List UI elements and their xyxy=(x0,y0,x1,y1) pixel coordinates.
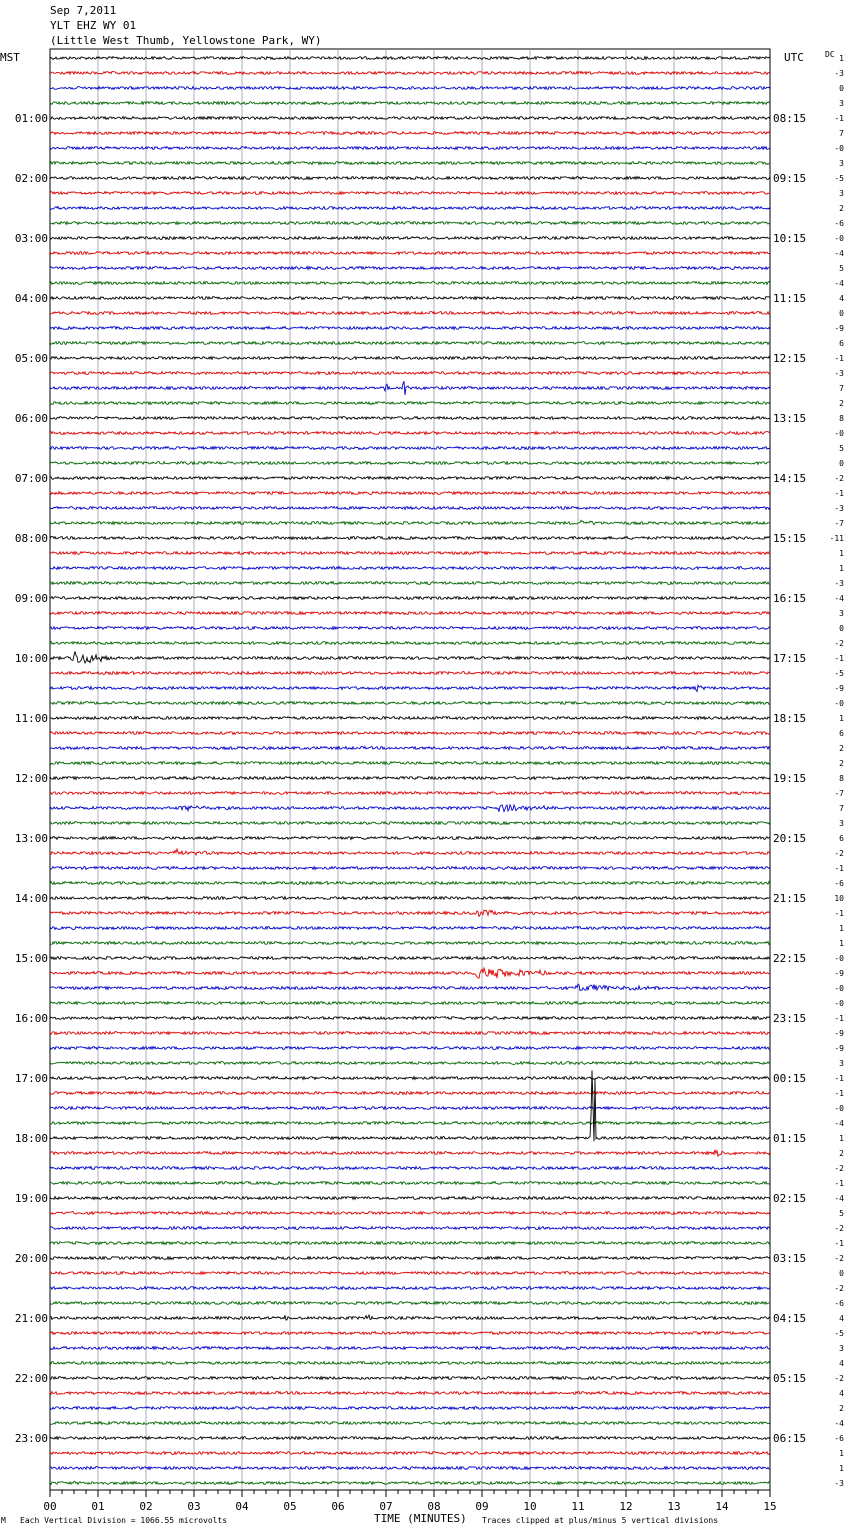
dc-offset-label: -4 xyxy=(834,1194,844,1203)
x-tick-label: 09 xyxy=(475,1500,489,1513)
trace-line xyxy=(50,381,770,395)
dc-offset-label: -9 xyxy=(834,324,844,333)
chart-subtitle: (Little West Thumb, Yellowstone Park, WY) xyxy=(50,34,322,47)
trace-line xyxy=(50,1107,770,1110)
trace-line xyxy=(50,897,770,900)
x-tick-label: 07 xyxy=(379,1500,393,1513)
scale-note: Each Vertical Division = 1066.55 microvolts xyxy=(20,1516,228,1525)
dc-offset-label: -2 xyxy=(834,1224,844,1233)
trace-line xyxy=(50,849,770,855)
trace-line xyxy=(50,747,770,750)
trace-line xyxy=(50,282,770,285)
x-tick-label: 04 xyxy=(235,1500,249,1513)
mst-hour-label: 09:00 xyxy=(14,592,48,605)
dc-offset-label: 3 xyxy=(839,819,844,828)
trace-line xyxy=(50,177,770,180)
x-tick-label: 00 xyxy=(43,1500,57,1513)
dc-offset-label: 3 xyxy=(839,99,844,108)
utc-hour-label: 22:15 xyxy=(773,952,807,965)
utc-hour-label: 02:15 xyxy=(773,1192,807,1205)
dc-offset-label: -9 xyxy=(834,1044,844,1053)
trace-line xyxy=(50,207,770,210)
trace-line xyxy=(50,942,770,945)
trace-line xyxy=(50,447,770,450)
dc-offset-label: -9 xyxy=(834,969,844,978)
trace-line xyxy=(50,1437,770,1440)
trace-line xyxy=(50,1287,770,1290)
trace-line xyxy=(50,462,770,465)
trace-line xyxy=(50,685,770,691)
trace-line xyxy=(50,357,770,360)
trace-line xyxy=(50,597,770,600)
trace-line xyxy=(50,1227,770,1230)
utc-hour-label: 17:15 xyxy=(773,652,807,665)
trace-line xyxy=(50,927,770,930)
trace-line xyxy=(50,1452,770,1455)
mst-hour-label: 06:00 xyxy=(14,412,48,425)
dc-offset-label: -4 xyxy=(834,1119,844,1128)
trace-line xyxy=(50,520,770,524)
trace-line xyxy=(50,87,770,90)
dc-offset-label: 4 xyxy=(839,294,844,303)
dc-offset-label: -1 xyxy=(834,1074,844,1083)
trace-line xyxy=(50,1062,770,1065)
dc-offset-label: 5 xyxy=(839,444,844,453)
dc-offset-label: -6 xyxy=(834,1434,844,1443)
clip-note: Traces clipped at plus/minus 5 vertical divisions xyxy=(482,1516,719,1525)
trace-line xyxy=(50,642,770,645)
trace-line xyxy=(50,1362,770,1365)
x-tick-label: 06 xyxy=(331,1500,345,1513)
dc-offset-label: 1 xyxy=(839,1449,844,1458)
dc-offset-label: 1 xyxy=(839,939,844,948)
dc-label: DC xyxy=(825,50,835,59)
dc-offset-label: -2 xyxy=(834,474,844,483)
trace-line xyxy=(50,1347,770,1350)
dc-offset-label: -4 xyxy=(834,594,844,603)
trace-line xyxy=(50,327,770,330)
dc-offset-label: -2 xyxy=(834,849,844,858)
x-tick-label: 12 xyxy=(619,1500,633,1513)
dc-offset-label: -3 xyxy=(834,69,844,78)
dc-offset-label: 2 xyxy=(839,1149,844,1158)
dc-offset-label: 1 xyxy=(839,564,844,573)
dc-offset-label: -0 xyxy=(834,999,844,1008)
utc-hour-label: 04:15 xyxy=(773,1312,807,1325)
dc-offset-label: -2 xyxy=(834,1164,844,1173)
dc-offset-label: 1 xyxy=(839,924,844,933)
dc-offset-label: -4 xyxy=(834,279,844,288)
x-tick-label: 02 xyxy=(139,1500,153,1513)
x-axis-label: TIME (MINUTES) xyxy=(374,1512,467,1525)
mst-hour-label: 08:00 xyxy=(14,532,48,545)
mst-hour-label: 22:00 xyxy=(14,1372,48,1385)
x-tick-label: 13 xyxy=(667,1500,681,1513)
trace-line xyxy=(50,1407,770,1410)
mst-hour-label: 15:00 xyxy=(14,952,48,965)
mst-hour-label: 16:00 xyxy=(14,1012,48,1025)
mst-hour-label: 13:00 xyxy=(14,832,48,845)
trace-line xyxy=(50,417,770,420)
dc-offset-label: 6 xyxy=(839,729,844,738)
trace-line xyxy=(50,1122,770,1125)
dc-offset-label: -1 xyxy=(834,1239,844,1248)
trace-line xyxy=(50,1315,770,1320)
trace-line xyxy=(50,1197,770,1200)
utc-hour-label: 16:15 xyxy=(773,592,807,605)
dc-offset-label: -2 xyxy=(834,1284,844,1293)
trace-line xyxy=(50,1047,770,1050)
trace-line xyxy=(50,192,770,195)
trace-line xyxy=(50,507,770,510)
dc-offset-label: 3 xyxy=(839,609,844,618)
dc-offset-label: 4 xyxy=(839,1314,844,1323)
left-timezone-label: MST xyxy=(0,51,20,64)
trace-line xyxy=(50,672,770,675)
trace-line xyxy=(50,1422,770,1425)
right-timezone-label: UTC xyxy=(784,51,804,64)
dc-offset-label: -2 xyxy=(834,1374,844,1383)
dc-offset-label: -11 xyxy=(829,534,844,543)
dc-offset-label: 2 xyxy=(839,204,844,213)
trace-line xyxy=(50,297,770,300)
trace-line xyxy=(50,477,770,480)
dc-offset-label: 1 xyxy=(839,54,844,63)
trace-line xyxy=(50,537,770,540)
trace-line xyxy=(50,822,770,825)
dc-offset-label: -3 xyxy=(834,369,844,378)
utc-hour-label: 06:15 xyxy=(773,1432,807,1445)
x-tick-label: 01 xyxy=(91,1500,105,1513)
dc-offset-label: -0 xyxy=(834,234,844,243)
utc-hour-label: 03:15 xyxy=(773,1252,807,1265)
trace-line xyxy=(50,1242,770,1245)
dc-offset-label: -1 xyxy=(834,354,844,363)
trace-line xyxy=(50,651,770,663)
trace-line xyxy=(50,342,770,345)
dc-offset-label: 8 xyxy=(839,414,844,423)
trace-line xyxy=(50,968,770,978)
trace-line xyxy=(50,147,770,150)
mst-hour-label: 02:00 xyxy=(14,172,48,185)
dc-offset-label: 2 xyxy=(839,744,844,753)
dc-offset-label: -5 xyxy=(834,1329,844,1338)
dc-offset-label: -1 xyxy=(834,1179,844,1188)
trace-line xyxy=(50,162,770,165)
dc-offset-label: 10 xyxy=(834,894,844,903)
chart-title: YLT EHZ WY 01 xyxy=(50,19,137,32)
dc-offset-label: 3 xyxy=(839,189,844,198)
dc-offset-label: -4 xyxy=(834,249,844,258)
dc-offset-label: -1 xyxy=(834,489,844,498)
dc-offset-label: 2 xyxy=(839,1404,844,1413)
mst-hour-label: 18:00 xyxy=(14,1132,48,1145)
trace-line xyxy=(50,777,770,780)
utc-hour-label: 18:15 xyxy=(773,712,807,725)
dc-offset-label: -0 xyxy=(834,699,844,708)
trace-line xyxy=(50,837,770,840)
trace-line xyxy=(50,1377,770,1380)
trace-line xyxy=(50,1070,770,1141)
trace-line xyxy=(50,1182,770,1185)
x-tick-label: 08 xyxy=(427,1500,441,1513)
trace-line xyxy=(50,372,770,375)
dc-offset-label: 6 xyxy=(839,339,844,348)
utc-hour-label: 12:15 xyxy=(773,352,807,365)
mst-hour-label: 10:00 xyxy=(14,652,48,665)
dc-offset-label: 0 xyxy=(839,1269,844,1278)
x-tick-label: 05 xyxy=(283,1500,297,1513)
utc-hour-label: 11:15 xyxy=(773,292,807,305)
trace-line xyxy=(50,1482,770,1485)
dc-offset-label: 3 xyxy=(839,1059,844,1068)
x-tick-label: 03 xyxy=(187,1500,201,1513)
trace-line xyxy=(50,732,770,735)
utc-hour-label: 00:15 xyxy=(773,1072,807,1085)
utc-hour-label: 05:15 xyxy=(773,1372,807,1385)
dc-offset-label: -0 xyxy=(834,984,844,993)
mst-hour-label: 14:00 xyxy=(14,892,48,905)
mst-hour-label: 11:00 xyxy=(14,712,48,725)
dc-offset-label: -9 xyxy=(834,684,844,693)
trace-line xyxy=(50,1212,770,1215)
trace-line xyxy=(50,1077,770,1080)
trace-line xyxy=(50,1150,770,1157)
trace-line xyxy=(50,1302,770,1305)
utc-hour-label: 21:15 xyxy=(773,892,807,905)
trace-line xyxy=(50,717,770,720)
dc-offset-label: 4 xyxy=(839,1389,844,1398)
dc-offset-label: 7 xyxy=(839,384,844,393)
dc-offset-label: -3 xyxy=(834,579,844,588)
dc-offset-label: 5 xyxy=(839,1209,844,1218)
mst-hour-label: 04:00 xyxy=(14,292,48,305)
utc-hour-label: 13:15 xyxy=(773,412,807,425)
utc-hour-label: 23:15 xyxy=(773,1012,807,1025)
trace-line xyxy=(50,882,770,885)
mst-hour-label: 23:00 xyxy=(14,1432,48,1445)
mst-hour-label: 12:00 xyxy=(14,772,48,785)
dc-offset-label: -7 xyxy=(834,519,844,528)
chart-date: Sep 7,2011 xyxy=(50,4,117,17)
utc-hour-label: 15:15 xyxy=(773,532,807,545)
footer-mark: M xyxy=(1,1516,6,1525)
dc-offset-label: -3 xyxy=(834,504,844,513)
dc-offset-label: -9 xyxy=(834,1029,844,1038)
trace-line xyxy=(50,867,770,870)
dc-offset-label: -6 xyxy=(834,1299,844,1308)
utc-hour-label: 14:15 xyxy=(773,472,807,485)
dc-offset-label: -0 xyxy=(834,429,844,438)
dc-offset-label: 1 xyxy=(839,1134,844,1143)
dc-offset-label: -1 xyxy=(834,1089,844,1098)
utc-hour-label: 20:15 xyxy=(773,832,807,845)
utc-hour-label: 19:15 xyxy=(773,772,807,785)
trace-line xyxy=(50,132,770,135)
trace-line xyxy=(50,984,770,990)
dc-offset-label: -1 xyxy=(834,654,844,663)
x-tick-label: 14 xyxy=(715,1500,729,1513)
trace-line xyxy=(50,1002,770,1005)
dc-offset-label: 0 xyxy=(839,309,844,318)
dc-offset-label: -7 xyxy=(834,789,844,798)
trace-line xyxy=(50,1392,770,1395)
trace-line xyxy=(50,432,770,435)
dc-offset-label: 0 xyxy=(839,459,844,468)
dc-offset-label: -6 xyxy=(834,879,844,888)
dc-offset-label: -3 xyxy=(834,1479,844,1488)
dc-offset-label: 6 xyxy=(839,834,844,843)
trace-line xyxy=(50,1257,770,1260)
dc-offset-label: 3 xyxy=(839,159,844,168)
mst-hour-label: 21:00 xyxy=(14,1312,48,1325)
trace-line xyxy=(50,910,770,916)
dc-offset-label: 1 xyxy=(839,714,844,723)
dc-offset-label: -1 xyxy=(834,909,844,918)
trace-line xyxy=(50,1167,770,1170)
mst-hour-label: 07:00 xyxy=(14,472,48,485)
trace-line xyxy=(50,102,770,105)
trace-line xyxy=(50,402,770,405)
utc-hour-label: 10:15 xyxy=(773,232,807,245)
x-tick-label: 15 xyxy=(763,1500,777,1513)
trace-line xyxy=(50,1032,770,1035)
trace-line xyxy=(50,117,770,120)
dc-offset-label: 0 xyxy=(839,84,844,93)
dc-offset-label: 4 xyxy=(839,1359,844,1368)
trace-line xyxy=(50,1017,770,1020)
dc-offset-label: -1 xyxy=(834,864,844,873)
mst-hour-label: 17:00 xyxy=(14,1072,48,1085)
trace-line xyxy=(50,252,770,255)
dc-offset-label: -1 xyxy=(834,1014,844,1023)
dc-offset-label: 2 xyxy=(839,399,844,408)
mst-hour-label: 01:00 xyxy=(14,112,48,125)
dc-offset-label: -0 xyxy=(834,954,844,963)
trace-line xyxy=(50,582,770,585)
trace-line xyxy=(50,612,770,615)
trace-line xyxy=(50,957,770,960)
mst-hour-label: 20:00 xyxy=(14,1252,48,1265)
trace-line xyxy=(50,267,770,270)
trace-line xyxy=(50,237,770,240)
dc-offset-label: 5 xyxy=(839,264,844,273)
trace-line xyxy=(50,702,770,705)
x-tick-label: 11 xyxy=(571,1500,585,1513)
mst-hour-label: 05:00 xyxy=(14,352,48,365)
dc-offset-label: -1 xyxy=(834,114,844,123)
dc-offset-label: 0 xyxy=(839,624,844,633)
dc-offset-label: 7 xyxy=(839,129,844,138)
trace-line xyxy=(50,805,770,812)
trace-line xyxy=(50,1272,770,1275)
dc-offset-label: -2 xyxy=(834,1254,844,1263)
dc-offset-label: 7 xyxy=(839,804,844,813)
dc-offset-label: 3 xyxy=(839,1344,844,1353)
trace-line xyxy=(50,222,770,225)
dc-offset-label: -6 xyxy=(834,219,844,228)
dc-offset-label: -4 xyxy=(834,1419,844,1428)
trace-line xyxy=(50,1467,770,1470)
trace-line xyxy=(50,762,770,765)
utc-hour-label: 01:15 xyxy=(773,1132,807,1145)
mst-hour-label: 19:00 xyxy=(14,1192,48,1205)
trace-line xyxy=(50,492,770,495)
dc-offset-label: -2 xyxy=(834,639,844,648)
dc-offset-label: 8 xyxy=(839,774,844,783)
trace-line xyxy=(50,792,770,795)
x-tick-label: 10 xyxy=(523,1500,537,1513)
dc-offset-label: 1 xyxy=(839,1464,844,1473)
trace-line xyxy=(50,72,770,75)
dc-offset-label: -0 xyxy=(834,144,844,153)
trace-line xyxy=(50,627,770,630)
dc-offset-label: 2 xyxy=(839,759,844,768)
mst-hour-label: 03:00 xyxy=(14,232,48,245)
trace-line xyxy=(50,312,770,315)
dc-offset-label: -0 xyxy=(834,1104,844,1113)
dc-offset-label: -5 xyxy=(834,174,844,183)
utc-hour-label: 08:15 xyxy=(773,112,807,125)
trace-line xyxy=(50,552,770,555)
dc-offset-label: -5 xyxy=(834,669,844,678)
trace-line xyxy=(50,57,770,60)
trace-line xyxy=(50,1092,770,1095)
trace-line xyxy=(50,567,770,570)
trace-line xyxy=(50,1332,770,1335)
dc-offset-label: 1 xyxy=(839,549,844,558)
utc-hour-label: 09:15 xyxy=(773,172,807,185)
